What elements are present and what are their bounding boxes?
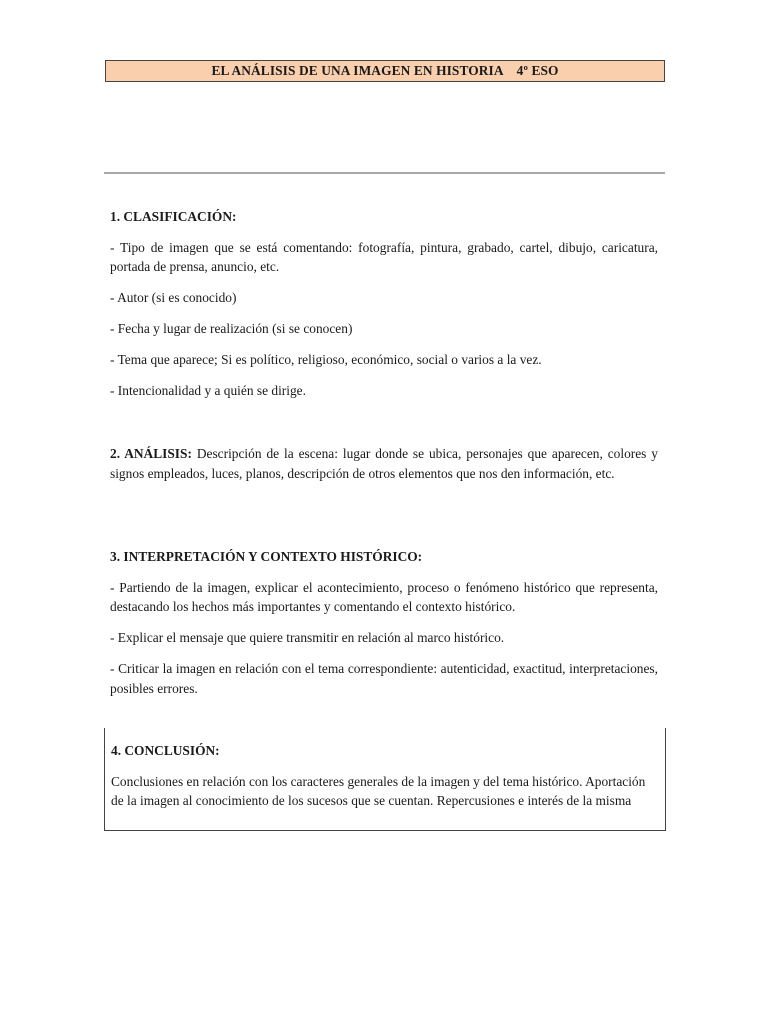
list-item: - Tema que aparece; Si es político, religioso, económico, social o varios a la vez. xyxy=(110,352,542,367)
section-heading: 1. CLASIFICACIÓN: xyxy=(110,209,237,224)
section-heading: 3. INTERPRETACIÓN Y CONTEXTO HISTÓRICO: xyxy=(110,549,423,564)
list-item: - Autor (si es conocido) xyxy=(110,290,237,305)
document-title-text: EL ANÁLISIS DE UNA IMAGEN EN HISTORIA 4º ESO xyxy=(211,63,559,78)
section-text: Conclusiones en relación con los caracteres generales de la imagen y del tema histórico. Aportación de la imagen al conocimiento de los sucesos que se cuentan. Repercusiones e interés de la misma xyxy=(111,773,646,808)
section-paragraph xyxy=(110,444,658,483)
section-heading: 2. ANÁLISIS: xyxy=(110,446,192,461)
document-title xyxy=(105,60,665,82)
list-item: - Partiendo de la imagen, explicar el acontecimiento, proceso o fenómeno histórico que representa, destacando los hechos más importantes y comentando el contexto histórico. xyxy=(110,579,658,614)
list-item: - Tipo de imagen que se está comentando: fotografía, pintura, grabado, cartel, dibujo, caricatura, portada de prensa, anuncio, etc. xyxy=(110,239,658,274)
section-conclusion-box xyxy=(104,728,666,831)
horizontal-divider xyxy=(104,172,665,174)
section-analisis xyxy=(110,444,658,483)
list-item: - Fecha y lugar de realización (si se conocen) xyxy=(110,321,353,336)
list-item: - Explicar el mensaje que quiere transmitir en relación al marco histórico. xyxy=(110,630,505,645)
section-heading: 4. CONCLUSIÓN: xyxy=(111,743,220,758)
list-item: - Criticar la imagen en relación con el tema correspondiente: autenticidad, exactitud, interpretaciones, posibles errores. xyxy=(110,661,658,696)
section-text: Descripción de la escena: lugar donde se ubica, personajes que aparecen, colores y signos empleados, luces, planos, descripción de otros elementos que nos den información, etc. xyxy=(110,446,658,481)
section-interpretacion xyxy=(110,547,658,710)
list-item: - Intencionalidad y a quién se dirige. xyxy=(110,383,306,398)
section-clasificacion xyxy=(110,207,658,412)
